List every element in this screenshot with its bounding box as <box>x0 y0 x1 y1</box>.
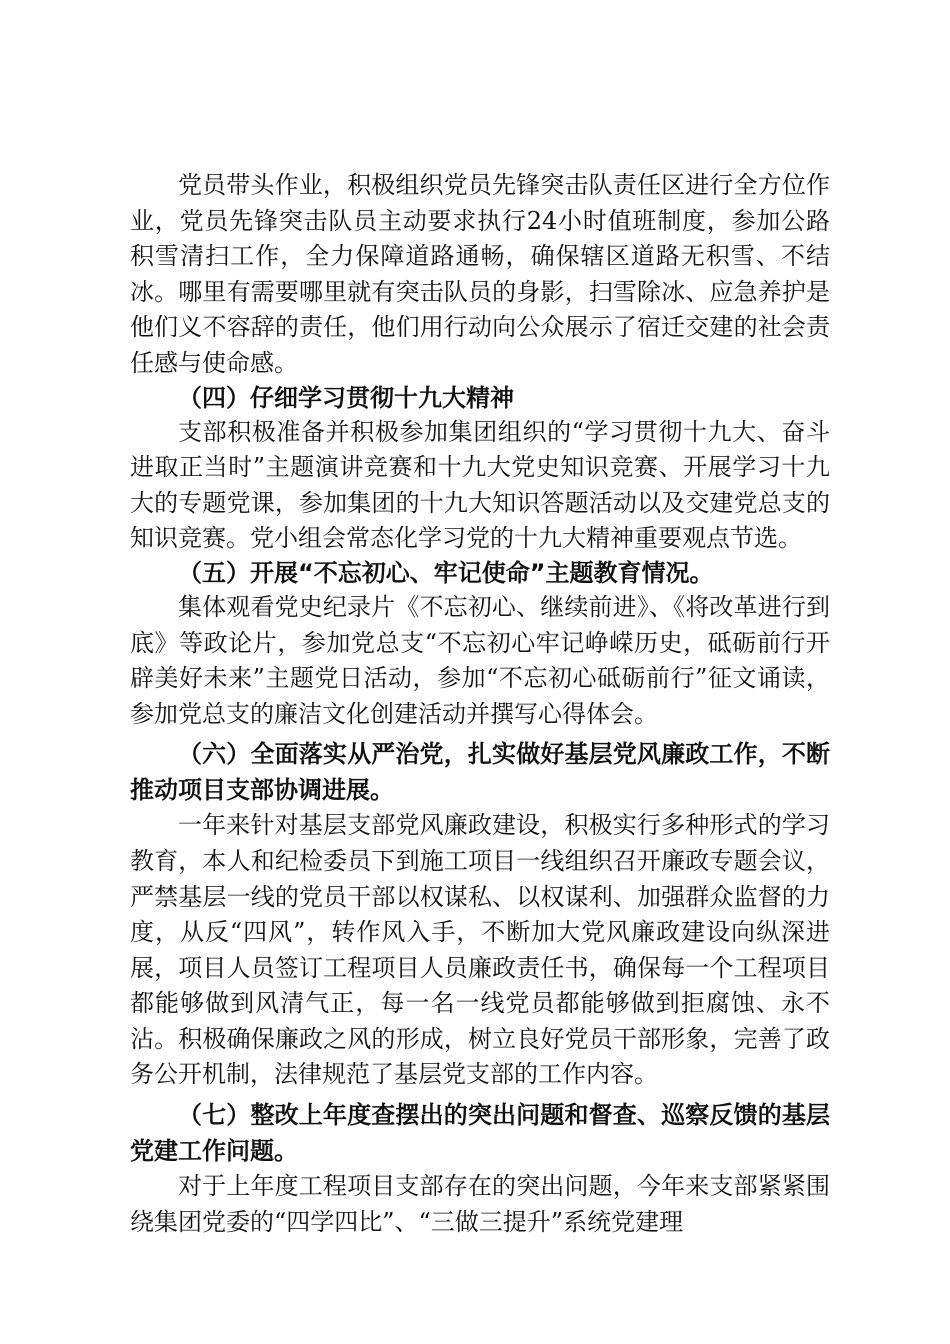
paragraph-theme-education: 集体观看党史纪录片《不忘初心、继续前进》、《将改革进行到底》等政论片，参加党总支“不忘初心牢记峥嵘历史，砥砺前行开辟美好未来”主题党日活动，参加“不忘初心砥砺前行”征文诵读，参加党总支的廉洁文化创建活动并撰写心得体会。 <box>130 592 830 728</box>
paragraph-shock-team: 党员带头作业，积极组织党员先锋突击队责任区进行全方位作业，党员先锋突击队员主动要求执行24小时值班制度，参加公路积雪清扫工作，全力保障道路通畅，确保辖区道路无积雪、不结冰。哪里有需要哪里就有突击队员的身影，扫雪除冰、应急养护是他们义不容辞的责任，他们用行动向公众展示了宿迁交建的社会责任感与使命感。 <box>130 171 830 377</box>
paragraph-rectification: 对于上年度工程项目支部存在的突出问题，今年来支部紧紧围绕集团党委的“四学四比”、“三做三提升”系统党建理 <box>130 1172 830 1236</box>
paragraph-integrity: 一年来针对基层支部党风廉政建设，积极实行多种形式的学习教育，本人和纪检委员下到施工项目一线组织召开廉政专题会议，严禁基层一线的党员干部以权谋私、以权谋利、加强群众监督的力度，从反“四风”，转作风入手，不断加大党风廉政建设向纵深进展，项目人员签订工程项目人员廉政责任书，确保每一个工程项目都能够做到风清气正，每一名一线党员都能够做到拒腐蚀、永不沾。积极确保廉政之风的形成，树立良好党员干部形象，完善了政务公开机制，法律规范了基层党支部的工作内容。 <box>130 811 830 1089</box>
heading-five: （五）开展“不忘初心、牢记使命”主题教育情况。 <box>178 558 714 587</box>
heading-four: （四）仔细学习贯彻十九大精神 <box>178 383 514 412</box>
paragraph-nineteenth-congress: 支部积极准备并积极参加集团组织的“学习贯彻十九大、奋斗进取正当时”主题演讲竞赛和十九大党史知识竞赛、开展学习十九大的专题党课，参加集团的十九大知识答题活动以及交建党总支的知识竞赛。党小组会常态化学习党的十九大精神重要观点节选。 <box>130 417 830 553</box>
heading-seven: （七）整改上年度查摆出的突出问题和督查、巡察反馈的基层党建工作问题。 <box>130 1101 830 1166</box>
heading-six: （六）全面落实从严治党，扎实做好基层党风廉政工作，不断推动项目支部协调进展。 <box>130 740 830 805</box>
document-page <box>130 168 830 1240</box>
